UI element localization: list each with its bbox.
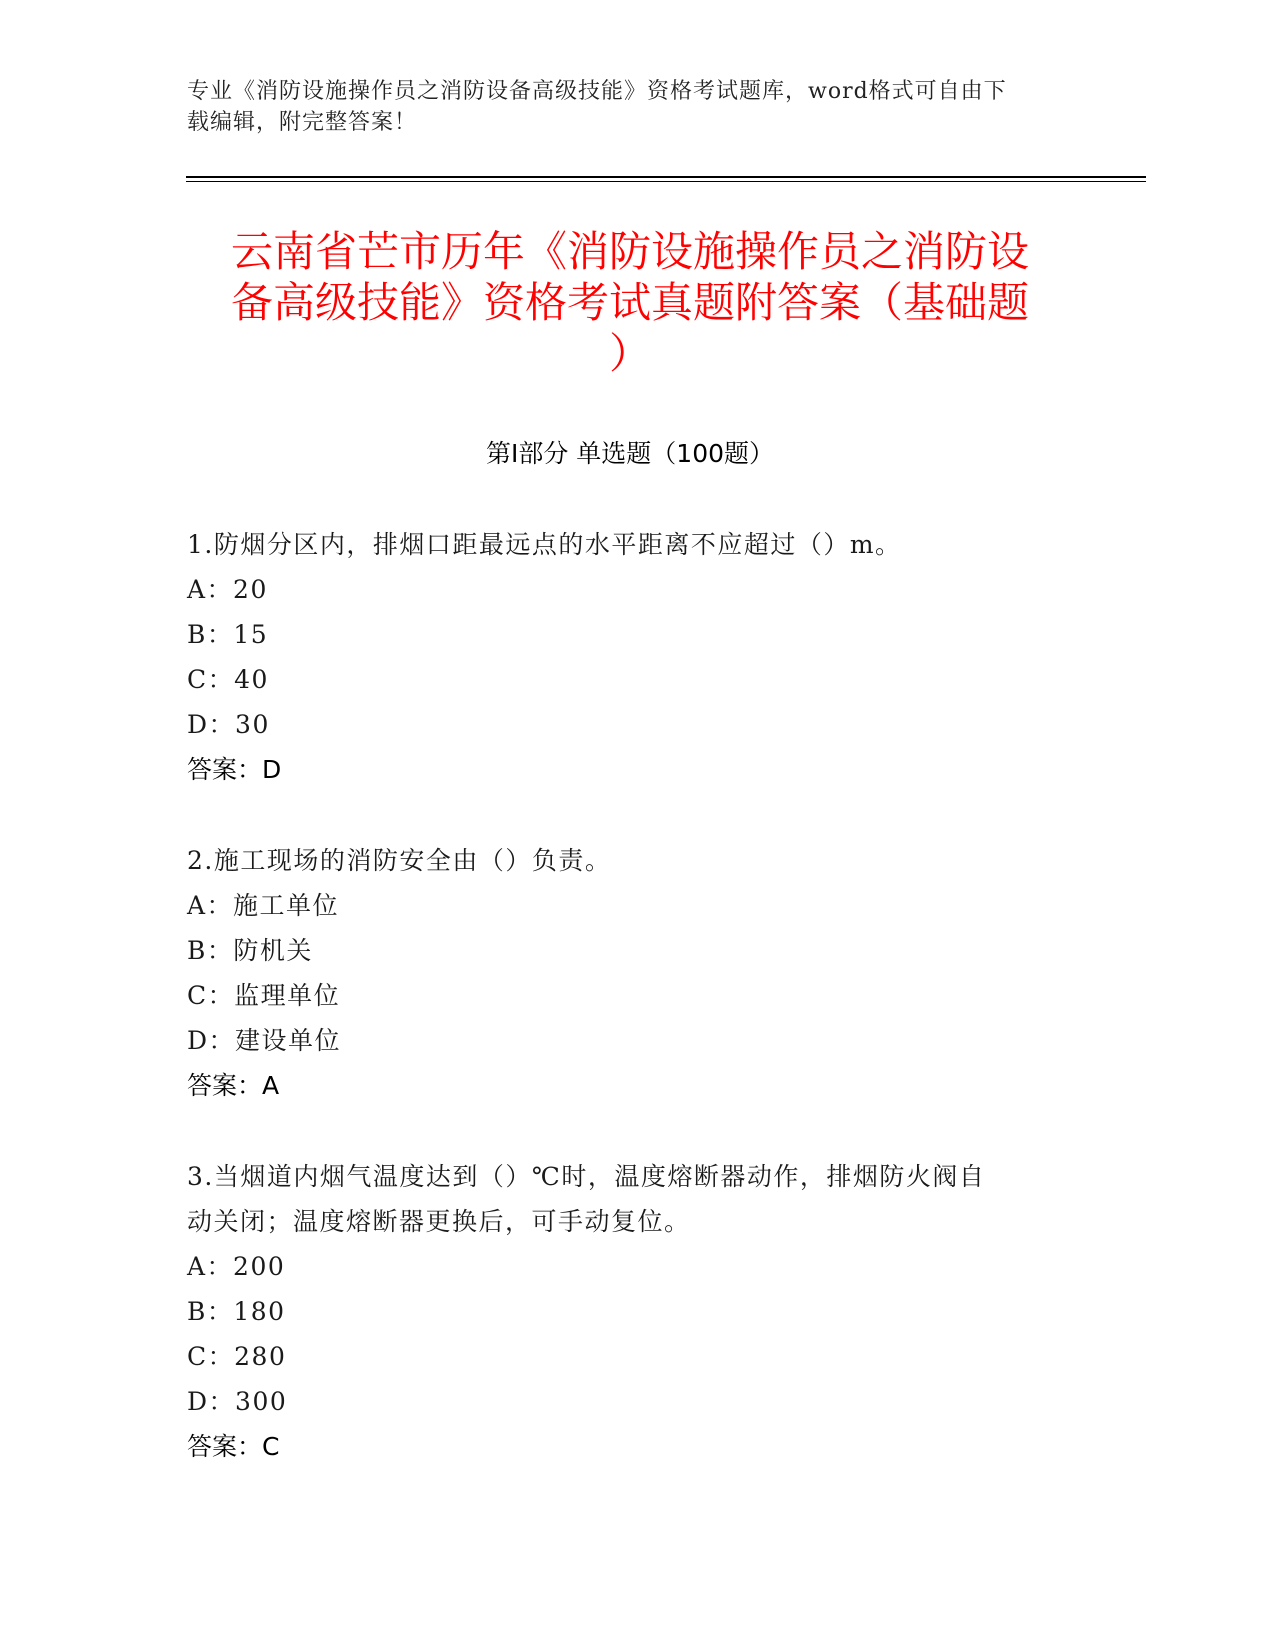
question-list	[187, 522, 1147, 1515]
option-b: B：180	[187, 1297, 286, 1326]
answer: 答案：D	[187, 755, 282, 784]
header-note-line: 专业《消防设施操作员之消防设备高级技能》资格考试题库，word格式可自由下	[187, 79, 1007, 104]
question-stem: 1.防烟分区内，排烟口距最远点的水平距离不应超过（）m。	[187, 530, 902, 559]
title-line: ）	[608, 329, 651, 378]
option-d: D：建设单位	[187, 1026, 342, 1055]
title-line: 云南省芒市历年《消防设施操作员之消防设	[230, 227, 1029, 276]
option-b: B：防机关	[187, 936, 313, 965]
question-1	[187, 522, 1147, 792]
document-title	[0, 226, 1260, 379]
question-stem: 2.施工现场的消防安全由（）负责。	[187, 846, 612, 875]
section-heading: 第I部分 单选题（100题）	[485, 439, 775, 468]
option-d: D：300	[187, 1387, 288, 1416]
question-2	[187, 838, 1147, 1108]
option-c: C：40	[187, 665, 269, 694]
header-note	[187, 76, 1107, 138]
title-line: 备高级技能》资格考试真题附答案（基础题	[230, 278, 1029, 327]
question-stem: 动关闭；温度熔断器更换后，可手动复位。	[187, 1207, 691, 1236]
double-rule-divider	[186, 176, 1146, 182]
option-c: C：监理单位	[187, 981, 341, 1010]
question-3	[187, 1154, 1147, 1469]
option-c: C：280	[187, 1342, 287, 1371]
answer: 答案：A	[187, 1071, 280, 1100]
option-a: A：200	[187, 1252, 286, 1281]
header-note-line: 载编辑，附完整答案！	[187, 110, 418, 135]
question-stem: 3.当烟道内烟气温度达到（）℃时，温度熔断器动作，排烟防火阀自	[187, 1162, 986, 1191]
option-b: B：15	[187, 620, 269, 649]
answer: 答案：C	[187, 1432, 280, 1461]
option-d: D：30	[187, 710, 270, 739]
option-a: A：施工单位	[187, 891, 340, 920]
option-a: A：20	[187, 575, 268, 604]
